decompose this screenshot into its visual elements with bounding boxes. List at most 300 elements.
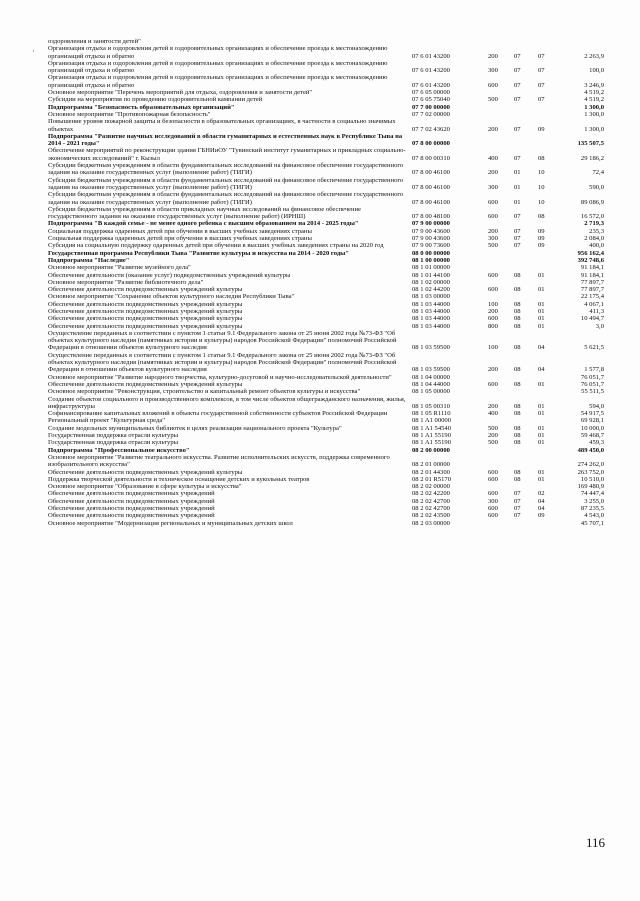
row-amount: 169 480,9	[577, 483, 604, 491]
row-section: 08	[514, 410, 521, 418]
row-section: 08	[514, 322, 521, 330]
row-description: Повышение уровня пожарной защиты и безопасности в образовательных организациях, в частности в социально значимых объектах	[48, 118, 396, 133]
row-subsection: 01	[538, 322, 545, 330]
row-description: Основное мероприятие "Реконструкция, строительство и капитальный ремонт объектов культуры и искусства"	[48, 388, 361, 396]
row-description: Софинансирование капитальных вложений в объекты государственной собственности субъектов Российской Федерации	[48, 410, 388, 418]
row-description: Организация отдыха и оздоровления детей в оздоровительных организациях и обеспечение проезда к местонахождению организаций отдыха и обратно	[48, 59, 388, 75]
row-subsection: 08	[538, 154, 545, 162]
row-target-code: 08 2 02 43500	[412, 512, 450, 520]
row-description: Субсидии бюджетным учреждениям в области фундаментальных исследований на финансовое обеспечение государственного задания на оказание государственных услуг (выполнение работ) (ТИГИ)	[48, 162, 404, 177]
row-subsection	[538, 38, 562, 45]
row-expense-type: 300	[488, 67, 498, 75]
row-section	[514, 447, 538, 454]
row-section	[514, 520, 538, 527]
row-subsection	[538, 417, 562, 424]
row-target-code: 07 6 01 43200	[412, 81, 450, 89]
row-target-code: 07 7 02 00000	[412, 110, 450, 118]
row-expense-type: 200	[488, 366, 498, 374]
row-section	[514, 374, 538, 381]
row-target-code: 08 1 03 44000	[412, 322, 450, 330]
table-row	[48, 410, 604, 417]
row-target-code: 08 0 00 00000	[412, 249, 450, 257]
row-subsection	[538, 264, 562, 271]
table-row	[48, 45, 604, 60]
row-description: Обеспечение деятельности подведомственных учреждений	[48, 512, 215, 520]
row-expense-type: 500	[488, 439, 498, 447]
row-description: Основное мероприятие "Развитие музейного дела"	[48, 264, 191, 272]
row-description: Подпрограмма "Развитие научных исследований в области гуманитарных и естественных наук в Республике Тыва на 2014 - 2021 годы"	[48, 132, 403, 148]
table-row	[48, 191, 604, 206]
row-section	[514, 257, 538, 264]
row-target-code: 07 9 00 43600	[412, 235, 450, 243]
row-section: 08	[514, 307, 521, 315]
row-amount: 91 184,1	[580, 264, 604, 272]
budget-table-body	[48, 38, 604, 527]
row-section	[514, 111, 538, 118]
row-section: 07	[514, 52, 521, 60]
row-target-code: 08 1 04 44000	[412, 380, 450, 388]
row-section: 01	[514, 183, 521, 191]
row-expense-type: 600	[488, 512, 498, 520]
row-expense-type	[488, 220, 514, 227]
row-amount: 10 000,0	[580, 424, 604, 432]
table-row	[48, 388, 604, 395]
row-target-code: 07 9 00 43600	[412, 227, 450, 235]
row-amount: 3,0	[595, 322, 604, 330]
row-expense-type	[488, 257, 514, 264]
table-row	[48, 301, 604, 308]
row-subsection	[538, 388, 562, 395]
row-amount: 489 450,0	[577, 446, 604, 454]
row-target-code: 07 6 05 75040	[412, 96, 450, 104]
row-amount: 4 543,0	[584, 512, 604, 520]
row-amount: 77 897,7	[580, 278, 604, 286]
row-amount: 2 263,9	[584, 52, 604, 60]
row-amount: 16 572,0	[580, 213, 604, 221]
row-amount: 135 507,5	[577, 140, 604, 148]
row-description: Подпрограмма "Наследие"	[48, 256, 130, 264]
row-expense-type: 200	[488, 169, 498, 177]
row-target-code: 08 2 00 00000	[412, 446, 450, 454]
row-section: 07	[514, 125, 521, 133]
row-section	[514, 483, 538, 490]
row-section	[514, 279, 538, 286]
row-target-code	[412, 38, 488, 45]
row-section: 07	[514, 490, 521, 498]
row-subsection: 09	[538, 125, 545, 133]
row-subsection: 01	[538, 307, 545, 315]
row-amount: 55 511,5	[581, 388, 604, 396]
row-section: 08	[514, 468, 521, 476]
row-section: 07	[514, 242, 521, 250]
row-expense-type: 200	[488, 307, 498, 315]
row-amount: 22 175,4	[580, 293, 604, 301]
row-amount: 4 519,2	[584, 89, 604, 97]
row-expense-type: 200	[488, 402, 498, 410]
row-target-code: 08 1 03 44000	[412, 300, 450, 308]
margin-mark: ·	[32, 47, 35, 56]
row-description: Основное мероприятие "Образование в сфере культуры и искусства"	[48, 483, 242, 491]
row-amount: 3 255,0	[584, 497, 604, 505]
row-section: 07	[514, 235, 521, 243]
row-expense-type	[488, 447, 514, 454]
table-row	[48, 498, 604, 505]
row-target-code: 07 6 01 43200	[412, 67, 450, 75]
row-description: Обеспечение деятельности (оказание услуг) подведомственных учреждений культуры	[48, 271, 291, 279]
row-section	[514, 104, 538, 111]
row-amount: 10 494,7	[580, 315, 604, 323]
row-subsection	[538, 279, 562, 286]
row-target-code: 08 1 03 44000	[412, 307, 450, 315]
row-target-code: 07 8 00 46100	[412, 169, 450, 177]
table-row	[48, 38, 604, 45]
row-description: Обеспечение деятельности подведомственных учреждений культуры	[48, 315, 243, 323]
row-subsection: 01	[538, 410, 545, 418]
row-subsection	[538, 220, 562, 227]
row-description: Обеспечение деятельности подведомственных учреждений культуры	[48, 380, 243, 388]
row-amount: 590,0	[589, 183, 604, 191]
row-expense-type: 500	[488, 424, 498, 432]
row-expense-type	[488, 388, 514, 395]
row-expense-type	[488, 111, 514, 118]
row-amount: 594,0	[589, 402, 604, 410]
row-target-code: 07 8 00 46100	[412, 198, 450, 206]
row-section: 08	[514, 271, 521, 279]
row-subsection: 09	[538, 227, 545, 235]
row-expense-type	[488, 133, 514, 148]
row-target-code: 08 1 A1 00000	[412, 417, 452, 425]
row-subsection: 10	[538, 169, 545, 177]
row-amount: 1 577,8	[584, 366, 604, 374]
row-subsection	[538, 520, 562, 527]
row-target-code: 08 2 03 00000	[412, 519, 450, 527]
row-target-code: 08 1 A1 55190	[412, 439, 452, 447]
row-target-code: 07 6 05 00000	[412, 89, 450, 97]
table-row	[48, 118, 604, 133]
row-expense-type: 200	[488, 52, 498, 60]
row-amount: 100,0	[589, 67, 604, 75]
row-description: Государственная программа Республики Тыва "Развитие культуры и искусства на 2014 - 2020 годы"	[48, 249, 349, 257]
table-row	[48, 228, 604, 235]
row-expense-type	[488, 417, 514, 424]
row-section: 07	[514, 81, 521, 89]
row-target-code: 07 8 00 00310	[412, 154, 450, 162]
row-amount: 45 707,1	[580, 519, 604, 527]
row-section	[514, 250, 538, 257]
row-expense-type	[488, 374, 514, 381]
row-section	[514, 89, 538, 96]
row-section	[514, 133, 538, 148]
row-amount: 91 184,1	[580, 271, 604, 279]
row-amount: 10 510,0	[580, 475, 604, 483]
table-row	[48, 162, 604, 177]
row-amount: 72,4	[592, 169, 604, 177]
row-expense-type: 600	[488, 315, 498, 323]
row-description: Основное мероприятие "Развитие библиотечного дела"	[48, 278, 204, 286]
row-description: Субсидии бюджетным учреждениям в области фундаментальных исследований на финансовое обеспечение государственного задания на оказание государственных услуг (выполнение работ) (ТИГИ)	[48, 176, 404, 191]
row-subsection: 01	[538, 475, 545, 483]
row-section: 08	[514, 402, 521, 410]
row-target-code: 08 2 01 R5170	[412, 475, 452, 483]
row-amount: 392 748,6	[577, 256, 604, 264]
row-subsection: 07	[538, 67, 545, 75]
row-subsection: 01	[538, 432, 545, 440]
row-description: Государственная поддержка отрасли культуры	[48, 432, 179, 440]
row-subsection: 01	[538, 424, 545, 432]
table-row	[48, 111, 604, 118]
row-amount: 411,3	[589, 307, 604, 315]
row-subsection	[538, 483, 562, 490]
row-description: Осуществление переданных в соответствии с пунктом 1 статьи 9.1 Федерального закона от 25 июня 2002 года №73-ФЗ "Об объектах культурного наследия (памятниках истории и культуры) народов Российской Федерации" полномочий Российской Федерации в отношении объектов культурного наследия	[48, 329, 397, 352]
row-subsection: 01	[538, 300, 545, 308]
row-subsection	[538, 111, 562, 118]
row-description: Подпрограмма "Безопасность образовательных организаций"	[48, 103, 235, 111]
page-number: 116	[586, 835, 606, 850]
row-description: Субсидии на мероприятия по проведению оздоровительной кампании детей	[48, 96, 263, 104]
table-row	[48, 476, 604, 483]
table-row	[48, 330, 604, 352]
row-amount: 400,0	[589, 242, 604, 250]
row-target-code: 07 7 00 00000	[412, 103, 450, 111]
row-description: Субсидии бюджетным учреждениям в области прикладных научных исследований на финансовое обеспечение государственного задания на оказание государственных услуг (выполнение работ) (ИРНШ)	[48, 205, 361, 221]
row-section: 07	[514, 67, 521, 75]
row-description: Осуществление переданных в соответствии с пунктом 1 статьи 9.1 Федерального закона от 25 июня 2002 года №73-ФЗ "Об объектах культурного наследия (памятниках истории и культуры) народов Российской Федерации" полномочий Российской Федерации в отношении объектов культурного наследия	[48, 351, 397, 374]
row-amount: 2 719,3	[584, 220, 604, 228]
row-expense-type: 400	[488, 154, 498, 162]
row-subsection	[538, 447, 562, 454]
row-section	[514, 264, 538, 271]
row-target-code: 08 1 02 00000	[412, 278, 450, 286]
row-expense-type: 100	[488, 344, 498, 352]
row-target-code: 08 1 01 00000	[412, 264, 450, 272]
table-row	[48, 60, 604, 75]
table-row	[48, 469, 604, 476]
row-subsection: 10	[538, 198, 545, 206]
row-target-code: 08 2 02 42700	[412, 505, 450, 512]
row-target-code: 08 2 01 44300	[412, 468, 450, 476]
row-amount: 459,3	[589, 439, 604, 447]
row-expense-type	[488, 38, 514, 45]
row-description: Региональный проект "Культурная среда"	[48, 417, 165, 425]
row-subsection: 01	[538, 468, 545, 476]
program-row	[48, 104, 604, 111]
table-row	[48, 381, 604, 388]
row-subsection: 01	[538, 271, 545, 279]
table-row	[48, 490, 604, 497]
row-expense-type: 500	[488, 242, 498, 250]
row-description: Основное мероприятие "Противопожарная безопасность"	[48, 110, 211, 118]
row-target-code: 08 1 01 44100	[412, 271, 450, 279]
row-target-code: 08 2 01 00000	[412, 461, 450, 469]
row-amount: 76 051,7	[580, 380, 604, 388]
row-expense-type: 300	[488, 183, 498, 191]
row-expense-type	[488, 250, 514, 257]
row-subsection	[538, 104, 562, 111]
row-target-code: 08 1 03 59500	[412, 344, 450, 352]
row-subsection: 04	[538, 344, 545, 352]
table-row	[48, 483, 604, 490]
program-row	[48, 133, 604, 148]
row-amount	[562, 38, 604, 45]
row-subsection: 02	[538, 490, 545, 498]
table-row	[48, 352, 604, 374]
row-subsection: 04	[538, 366, 545, 374]
row-description: Обеспечение деятельности подведомственных учреждений культуры	[48, 322, 243, 330]
row-description: Обеспечение деятельности подведомственных учреждений культуры	[48, 307, 243, 315]
row-subsection: 07	[538, 96, 545, 104]
row-description: Основное мероприятие "Сохранение объектов культурного наследия Республики Тыва"	[48, 293, 295, 301]
row-section: 08	[514, 286, 521, 294]
row-expense-type: 600	[488, 468, 498, 476]
row-subsection: 09	[538, 235, 545, 243]
row-description: Основное мероприятие "Модернизация региональных и муниципальных детских школ	[48, 519, 293, 527]
row-target-code: 08 1 A1 54540	[412, 424, 452, 432]
row-amount: 59 468,7	[580, 432, 604, 440]
table-row	[48, 396, 604, 411]
row-description: Обеспечение деятельности подведомственных учреждений культуры	[48, 300, 243, 308]
row-description: Создание модельных муниципальных библиотек в целях реализации национального проекта "Культура"	[48, 424, 342, 432]
row-target-code: 08 2 02 42700	[412, 497, 450, 505]
row-section: 01	[514, 169, 521, 177]
row-target-code: 08 1 A1 55190	[412, 432, 452, 440]
row-target-code: 07 8 00 46100	[412, 183, 450, 191]
program-row	[48, 220, 604, 227]
table-row	[48, 439, 604, 446]
row-section: 07	[514, 154, 521, 162]
row-section: 08	[514, 380, 521, 388]
row-subsection: 07	[538, 81, 545, 89]
row-expense-type: 200	[488, 227, 498, 235]
row-section	[514, 417, 538, 424]
row-description: Организация отдыха и оздоровления детей в оздоровительных организациях и обеспечение проезда к местонахождению организаций отдыха и обратно	[48, 45, 388, 60]
row-section: 08	[514, 344, 521, 352]
table-row	[48, 264, 604, 271]
row-subsection: 01	[538, 439, 545, 447]
table-row	[48, 206, 604, 221]
row-section: 07	[514, 512, 521, 520]
row-description: Обеспечение мероприятий по реконструкции здания ГБНИиОУ "Тувинский институт гуманитарных и прикладных социально-экономических исследований" г. Кызыл	[48, 147, 406, 162]
row-expense-type	[488, 279, 514, 286]
table-row	[48, 286, 604, 293]
row-expense-type: 600	[488, 490, 498, 498]
row-subsection: 01	[538, 286, 545, 294]
row-expense-type: 300	[488, 497, 498, 505]
row-target-code: 08 1 04 00000	[412, 373, 450, 381]
row-description: Социальная поддержка одаренных детей при обучении в высших учебных заведениях страны	[48, 227, 312, 235]
row-subsection: 04	[538, 505, 545, 512]
program-row	[48, 250, 604, 257]
row-subsection: 04	[538, 497, 545, 505]
row-amount: 89 086,9	[580, 198, 604, 206]
row-section: 08	[514, 366, 521, 374]
row-amount: 4 067,1	[584, 300, 604, 308]
row-amount: 87 235,5	[580, 505, 604, 512]
row-expense-type: 200	[488, 432, 498, 440]
row-description: Создание объектов социального и производственного комплексов, в том числе объектов общегражданского назначения, жилья, инфраструктуры	[48, 395, 406, 410]
row-section	[514, 454, 538, 469]
row-target-code: 08 1 03 00000	[412, 293, 450, 301]
row-section: 08	[514, 300, 521, 308]
row-section: 08	[514, 475, 521, 483]
row-target-code: 07 8 00 00000	[412, 140, 450, 148]
row-target-code: 07 9 00 73600	[412, 242, 450, 250]
row-description: Основное мероприятие "Развитие народного творчества, культурно-досуговой и научно-исследовательской деятельности"	[48, 373, 392, 381]
row-section: 07	[514, 497, 521, 505]
row-subsection: 01	[538, 380, 545, 388]
row-target-code: 08 1 03 44000	[412, 315, 450, 323]
program-row	[48, 447, 604, 454]
row-expense-type: 600	[488, 198, 498, 206]
row-description: Социальная поддержка одаренных детей при обучении в высших учебных заведениях страны	[48, 235, 312, 243]
row-target-code: 08 1 05 00000	[412, 388, 450, 396]
row-description: Основное мероприятие "Развитие театрального искусства. Развитие исполнительских искусств, поддержка современного изобразительного искусства"	[48, 453, 390, 469]
table-row	[48, 147, 604, 162]
row-expense-type: 600	[488, 81, 498, 89]
row-subsection: 08	[538, 213, 545, 221]
row-subsection: 09	[538, 512, 545, 520]
row-amount: 4 519,2	[584, 96, 604, 104]
table-row	[48, 96, 604, 103]
table-row	[48, 74, 604, 89]
row-expense-type: 300	[488, 235, 498, 243]
table-row	[48, 374, 604, 381]
row-expense-type	[488, 483, 514, 490]
program-row	[48, 257, 604, 264]
row-expense-type: 600	[488, 271, 498, 279]
row-amount: 77 897,7	[580, 286, 604, 294]
table-row	[48, 177, 604, 192]
row-section: 08	[514, 432, 521, 440]
row-expense-type: 400	[488, 410, 498, 418]
row-description: Организация отдыха и оздоровления детей в оздоровительных организациях и обеспечение проезда к местонахождению организаций отдыха и обратно	[48, 74, 388, 89]
row-section: 08	[514, 424, 521, 432]
row-description: оздоровления и занятости детей"	[48, 38, 141, 45]
row-target-code: 07 6 01 43200	[412, 52, 450, 60]
table-row	[48, 279, 604, 286]
row-target-code: 08 2 02 00000	[412, 483, 450, 491]
row-target-code: 07 7 02 43620	[412, 125, 450, 133]
row-expense-type	[488, 293, 514, 300]
row-section	[514, 293, 538, 300]
row-target-code: 08 1 05 R1110	[412, 410, 451, 418]
row-amount: 54 917,5	[580, 410, 604, 418]
row-description: Субсидии бюджетным учреждениям в области фундаментальных исследований на финансовое обеспечение государственного задания на оказание государственных услуг (выполнение работ) (ТИГИ)	[48, 191, 404, 206]
row-section: 07	[514, 227, 521, 235]
row-expense-type	[488, 454, 514, 469]
row-target-code: 08 1 05 00310	[412, 402, 450, 410]
table-row	[48, 308, 604, 315]
row-subsection	[538, 133, 562, 148]
row-subsection	[538, 374, 562, 381]
row-description: Подпрограмма "В каждой семье - не менее одного ребенка с высшим образованием на 2014 - 2025 годы"	[48, 220, 359, 228]
row-expense-type: 800	[488, 322, 498, 330]
row-amount: 235,3	[589, 227, 604, 235]
row-description: Государственная поддержка отрасли культуры	[48, 439, 179, 447]
row-amount: 5 621,5	[584, 344, 604, 352]
row-description: Обеспечение деятельности подведомственных учреждений	[48, 490, 215, 498]
row-expense-type	[488, 104, 514, 111]
table-row	[48, 272, 604, 279]
row-description: Поддержка творческой деятельности и техническое оснащение детских и кукольных театров	[48, 475, 310, 483]
row-target-code: 08 1 03 59500	[412, 366, 450, 374]
row-expense-type	[488, 264, 514, 271]
table-row	[48, 323, 604, 330]
row-target-code: 07 8 00 48100	[412, 213, 450, 221]
row-amount: 274 262,0	[577, 461, 604, 469]
row-amount: 69 928,1	[580, 417, 604, 425]
table-row	[48, 293, 604, 300]
table-row	[48, 520, 604, 527]
